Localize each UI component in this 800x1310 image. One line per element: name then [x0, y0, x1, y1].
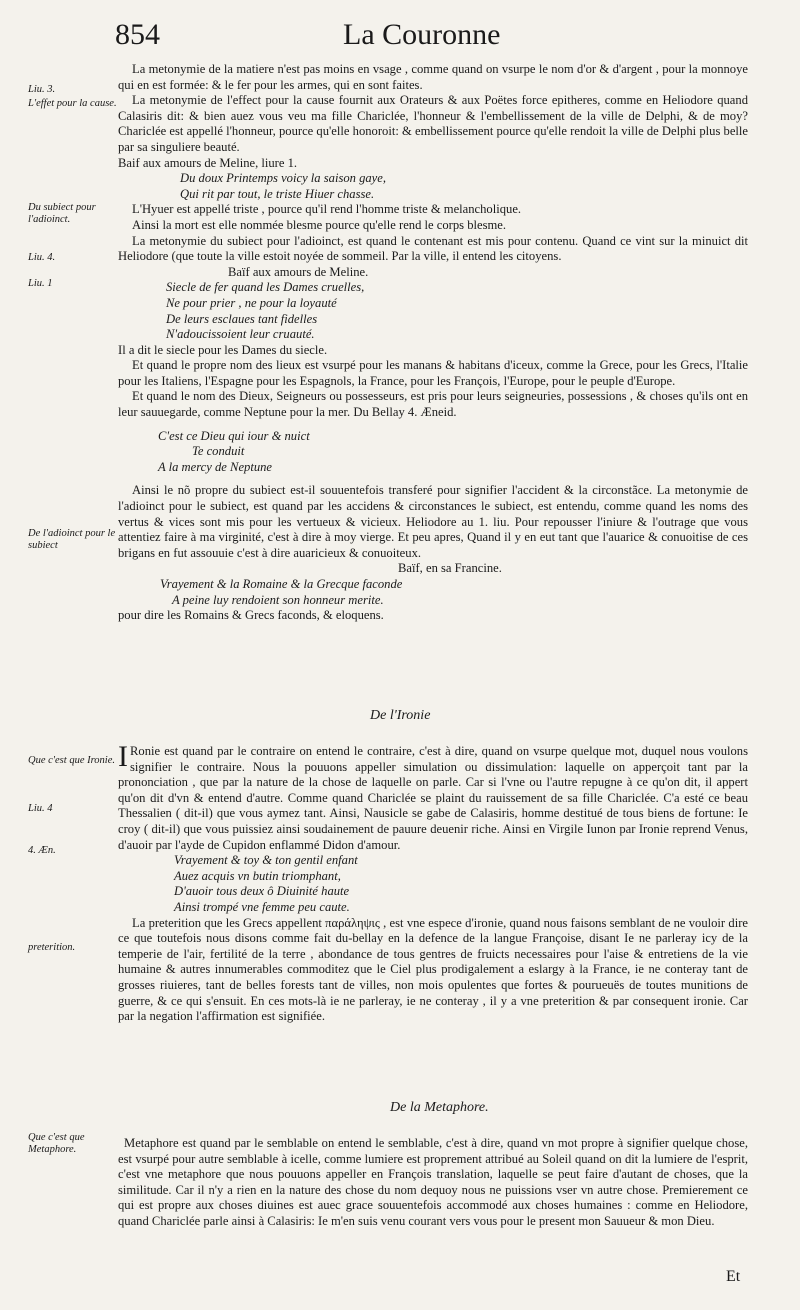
paragraph: pour dire les Romains & Grecs faconds, & eloquens. — [118, 608, 384, 623]
verse-line: N'adoucissoient leur cruauté. — [166, 327, 315, 342]
verse-line: C'est ce Dieu qui iour & nuict — [158, 428, 310, 443]
text-block-metonymie — [118, 62, 748, 624]
section-title-metaphore: De la Metaphore. — [390, 1100, 489, 1115]
margin-note: Que c'est que Ironie. — [28, 755, 115, 766]
paragraph: La metonymie du subiect pour l'adioinct, est quand le contenant est mis pour contenu. Quand ce vint sur la minuict dit Heliodore (que toute la ville estoit noyée de sommeil. Par la ville, il entend les citoyens. — [118, 233, 748, 264]
verse-line: Du doux Printemps voicy la saison gaye, — [180, 171, 387, 186]
verse-line: De leurs esclaues tant fidelles — [166, 311, 318, 326]
verse-line: Vrayement & toy & ton gentil enfant — [174, 853, 358, 868]
paragraph-text: Ronie est quand par le contraire on entend le contraire, c'est à dire, quand on vsurpe quelque mot, duquel nous voulons signifier le contraire. Nous la pouuons appeller simulation ou dissimulation: laquelle on apperçoit tant par la prononciation , que par la nature de la chose de laquelle on parle. Car si l'vne ou l'autre repugne à ce qu'on dit, il appert qu'on dit d'vn & entend d'autre. Comme quand Chariclée se plaint du rauissement de sa fille Chariclée. C'a esté ce beau Thessalien ( dit-il) que vous aymez tant. Ainsi, Nausicle se gabe de Calasiris, homme destitué de tous biens de fortune: Ie croy ( dit-il) que vous puissiez ainsi soudainement de pauure deuenir riche. Ainsi en Virgile Iunon par Ironie reprend Venus, d'auoir par l'ayde de Cupidon enflammé Didon d'amour. — [118, 744, 748, 852]
verse-line: A la mercy de Neptune — [158, 459, 273, 474]
paragraph: Et quand le nom des Dieux, Seigneurs ou possesseurs, est pris pour leurs seigneuries, possessions , & choses qu'ils ont en leur sauuegarde, comme Neptune pour la mer. Du Bellay 4. Æneid. — [118, 389, 748, 420]
verse-line: Ne pour prier , ne pour la loyauté — [166, 295, 337, 310]
paragraph: La preterition que les Grecs appellent παράληψις , est vne espece d'ironie, quand nous faisons semblant de ne vouloir dire ce que toutefois nous disons comme fait du-bellay en la defence de la langue Françoise, disant Ie ne parleray icy de la temperie de l'air, fertilité de la terre , abondance de tous gentres de fruicts necessaires pour l'aise & entretiens de la vie humaine & autres innumerables commoditez que le Ciel plus prodigalement a eslargy à la France, ie ne conteray tant de grosses riuieres, tant de belles forests tant de villes, non mois opulentes que fortes & pourueuës de toutes munitions de guerre, & ce qui s'ensuit. En ces mots-là ie ne parleray, ie ne conteray , il y a vne preterition & par consequent ironie. Car par la negation l'affirmation est signifiée. — [118, 915, 748, 1024]
verse-line: Vrayement & la Romaine & la Grecque faconde — [160, 577, 403, 591]
margin-note: Liu. 1 — [28, 278, 53, 289]
margin-note: preterition. — [28, 942, 76, 953]
catchword: Et — [726, 1268, 741, 1285]
verse-line: D'auoir tous deux ô Diuinité haute — [174, 884, 350, 899]
paragraph: La metonymie de la matiere n'est pas moins en vsage , comme quand on vsurpe le nom d'or & d'argent , pour la monnoye qui en est formée: & le fer pour les armes, qui en sont faites. — [118, 62, 748, 92]
margin-note: Liu. 4 — [28, 803, 53, 814]
paragraph: La metonymie de l'effect pour la cause fournit aux Orateurs & aux Poëtes force epitheres, comme en Heliodore quand Calasiris dit: & bien auez vous veu ma fille Chariclée, l'honneur & l'embellissement de la ville de Delphi, & de moy? Chariclée est appellé l'honneur, pource qu'elle honoroit: & embellissement pource qu'elle rendoit la ville de Delphi plus belle par sa singuliere beauté. — [118, 93, 748, 154]
margin-note: 4. Æn. — [28, 845, 56, 856]
paragraph: Ainsi le nõ propre du subiect est-il souuentefois transferé pour signifier l'accident & la circonstãce. La metonymie de l'adioinct pour le subiect, est quand par les accidens & circonstances le subiect, est entendu, comme quand les noms des vertus & vices sont mis pour les vertueux & vicieux. Heliodore au 1. liu. Pour repousser l'iniure & l'outrage que vous attentiez faire à ma virginité, c'est à dire à moy vierge. Et peu apres, Quand il y en eut tant que l'auarice & conuoitise de ces brigans en fut assouuie c'est à dire auaricieux & conuoiteux. — [118, 483, 748, 560]
text-block-ironie — [118, 740, 748, 1025]
margin-note: Liu. 4. — [28, 252, 56, 263]
paragraph: Baïf, en sa Francine. — [398, 561, 502, 576]
margin-note: De l'adioinct pour le subiect — [28, 528, 116, 551]
verse-line: Ainsi trompé vne femme peu caute. — [174, 899, 350, 914]
paragraph: Metaphore est quand par le semblable on entend le semblable, c'est à dire, quand vn mot propre à signifier quelque chose, est vsurpé pour autre semblable à icelle, comme lumiere est proprement attribué au Soleil quand on dit la lumiere de l'esprit, c'est vne metaphore que nous pouuons appeller en François translation, laquelle se peut faire d'autant de choses, que la similitude. Car il n'y a rien en la nature des chose du nom dequoy nous ne puissions vser vn autre chose. Premierement ce qui est propre aux choses diuines est auec grace souuentefois accommodé aux choses humaines : comme en Heliodore, quand Chariclée parle ainsi à Calasiris: Ie m'en suis venu courant vers vous pour le present mon Sauueur & mon Dieu. — [118, 1136, 748, 1228]
verse-line: Qui rit par tout, le triste Hiuer chasse. — [180, 186, 375, 201]
paragraph: Il a dit le siecle pour les Dames du siecle. — [118, 342, 328, 357]
section-title-ironie: De l'Ironie — [370, 708, 431, 723]
page-header — [115, 18, 755, 58]
paragraph — [118, 740, 748, 853]
paragraph: Baïf aux amours de Meline. — [228, 264, 369, 279]
margin-note: L'effet pour la cause. — [28, 98, 117, 109]
verse-line: A peine luy rendoient son honneur merite. — [172, 592, 384, 607]
drop-cap: I — [118, 740, 128, 773]
paragraph: L'Hyuer est appellé triste , pource qu'il rend l'homme triste & melancholique. — [132, 202, 522, 217]
verse-line: Siecle de fer quand les Dames cruelles, — [166, 280, 365, 295]
verse-line: Te conduit — [192, 444, 245, 459]
margin-note: Liu. 3. — [28, 84, 56, 95]
paragraph: Ainsi la mort est elle nommée blesme pource qu'elle rend le corps blesme. — [132, 217, 507, 232]
text-block-metaphore — [118, 1136, 748, 1230]
paragraph: Baif aux amours de Meline, liure 1. — [118, 155, 298, 170]
margin-note: Du subiect pour l'adioinct. — [28, 202, 96, 225]
running-title: La Couronne — [343, 18, 501, 51]
verse-line: Auez acquis vn butin triomphant, — [174, 868, 341, 883]
page-number: 854 — [115, 18, 160, 51]
margin-note: Que c'est que Metaphore. — [28, 1132, 85, 1155]
paragraph: Et quand le propre nom des lieux est vsurpé pour les manans & habitans d'iceux, comme la Grece, pour les Grecs, l'Italie pour les Italiens, l'Espagne pour les Espagnols, la France, pour les François, l'Europe, pour le peuple d'Europe. — [118, 358, 748, 388]
